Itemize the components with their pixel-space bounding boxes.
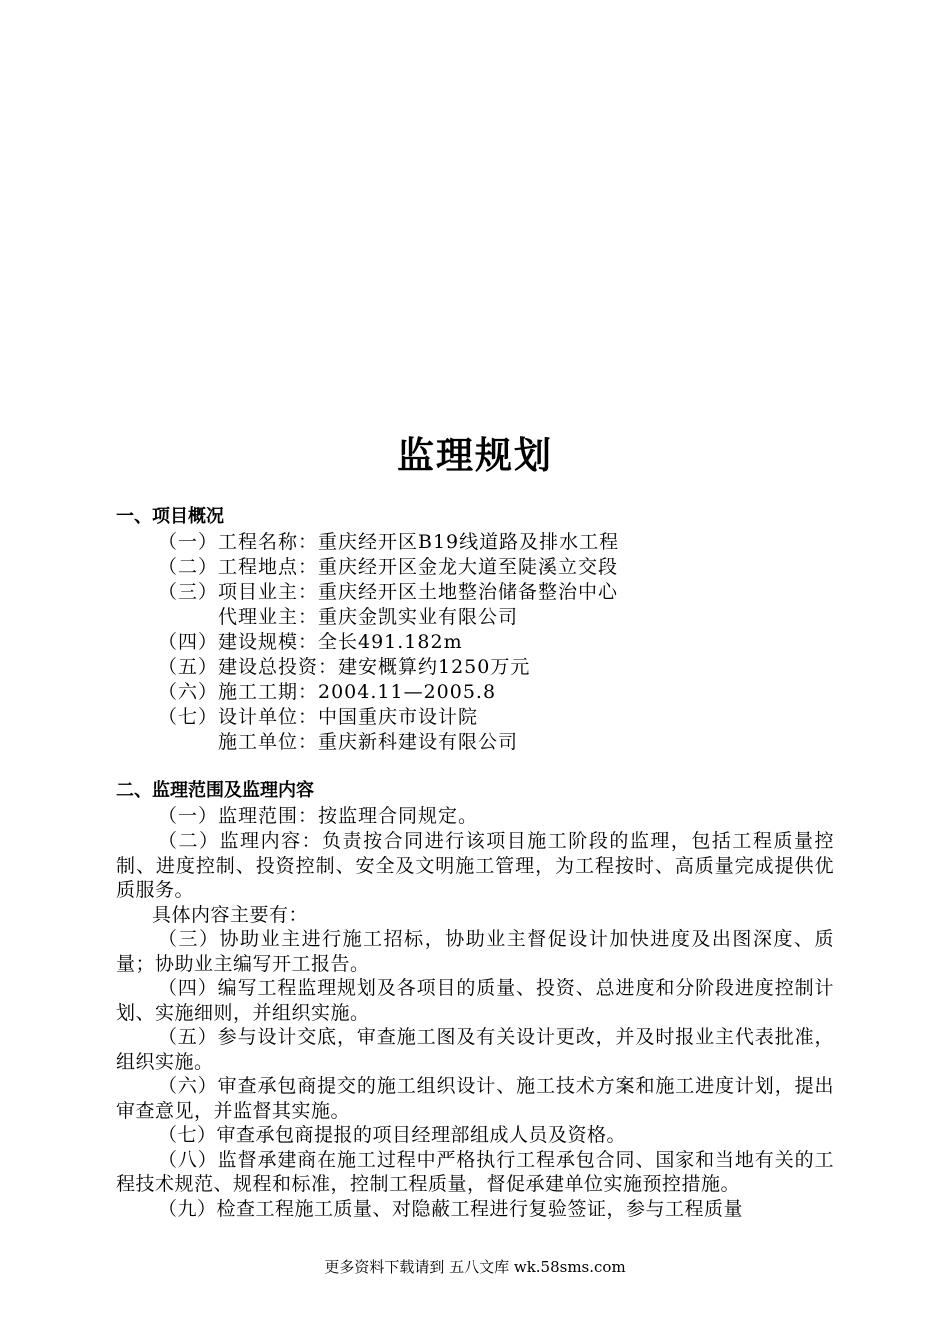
agent-owner-line: 代理业主：重庆金凯实业有限公司 [218, 606, 519, 628]
construction-unit-line: 施工单位：重庆新科建设有限公司 [218, 731, 519, 753]
content-block [116, 829, 834, 1221]
construction-period-line: （六）施工工期：2004.11—2005.8 [158, 681, 497, 703]
content-item-3: （三）协助业主进行施工招标，协助业主督促设计加快进度及出图深度、质量；协助业主编写开工报告。 [116, 928, 834, 975]
construction-scale-line: （四）建设规模：全长491.182m [158, 631, 463, 653]
project-owner-line: （三）项目业主：重庆经开区土地整治储备整治中心 [158, 581, 619, 603]
content-item-7: （七）审查承包商提报的项目经理部组成人员及资格。 [158, 1124, 627, 1146]
specific-content-label: 具体内容主要有： [152, 903, 309, 926]
content-item-9: （九）检查工程施工质量、对隐蔽工程进行复验签证，参与工程质量 [158, 1197, 744, 1220]
content-paragraph: （二）监理内容：负责按合同进行该项目施工阶段的监理，包括工程质量控制、进度控制、投资控制、安全及文明施工管理，为工程按时、高质量完成提供优质服务。 [116, 830, 834, 901]
content-item-5: （五）参与设计交底，审查施工图及有关设计更改，并及时报业主代表批准，组织实施。 [116, 1026, 834, 1073]
project-name-line: （一）工程名称：重庆经开区B19线道路及排水工程 [158, 531, 620, 553]
section-heading-scope: 二、监理范围及监理内容 [116, 780, 314, 801]
document-title: 监理规划 [397, 434, 553, 477]
design-unit-line: （七）设计单位：中国重庆市设计院 [158, 706, 479, 728]
content-item-6: （六）审查承包商提交的施工组织设计、施工技术方案和施工进度计划，提出审查意见，并监督其实施。 [116, 1075, 834, 1122]
project-location-line: （二）工程地点：重庆经开区金龙大道至陡溪立交段 [158, 556, 619, 578]
total-investment-line: （五）建设总投资：建安概算约1250万元 [158, 656, 531, 678]
content-item-8: （八）监督承建商在施工过程中严格执行工程承包合同、国家和当地有关的工程技术规范、规程和标准，控制工程质量，督促承建单位实施预控措施。 [116, 1148, 834, 1195]
section-heading-overview: 一、项目概况 [116, 506, 224, 527]
scope-paragraph: （一）监理范围：按监理合同规定。 [158, 805, 479, 827]
content-item-4: （四）编写工程监理规划及各项目的质量、投资、总进度和分阶段进度控制计划、实施细则，并组织实施。 [116, 977, 834, 1024]
page-footer: 更多资料下载请到 五八文库 wk.58sms.com [324, 1258, 626, 1276]
